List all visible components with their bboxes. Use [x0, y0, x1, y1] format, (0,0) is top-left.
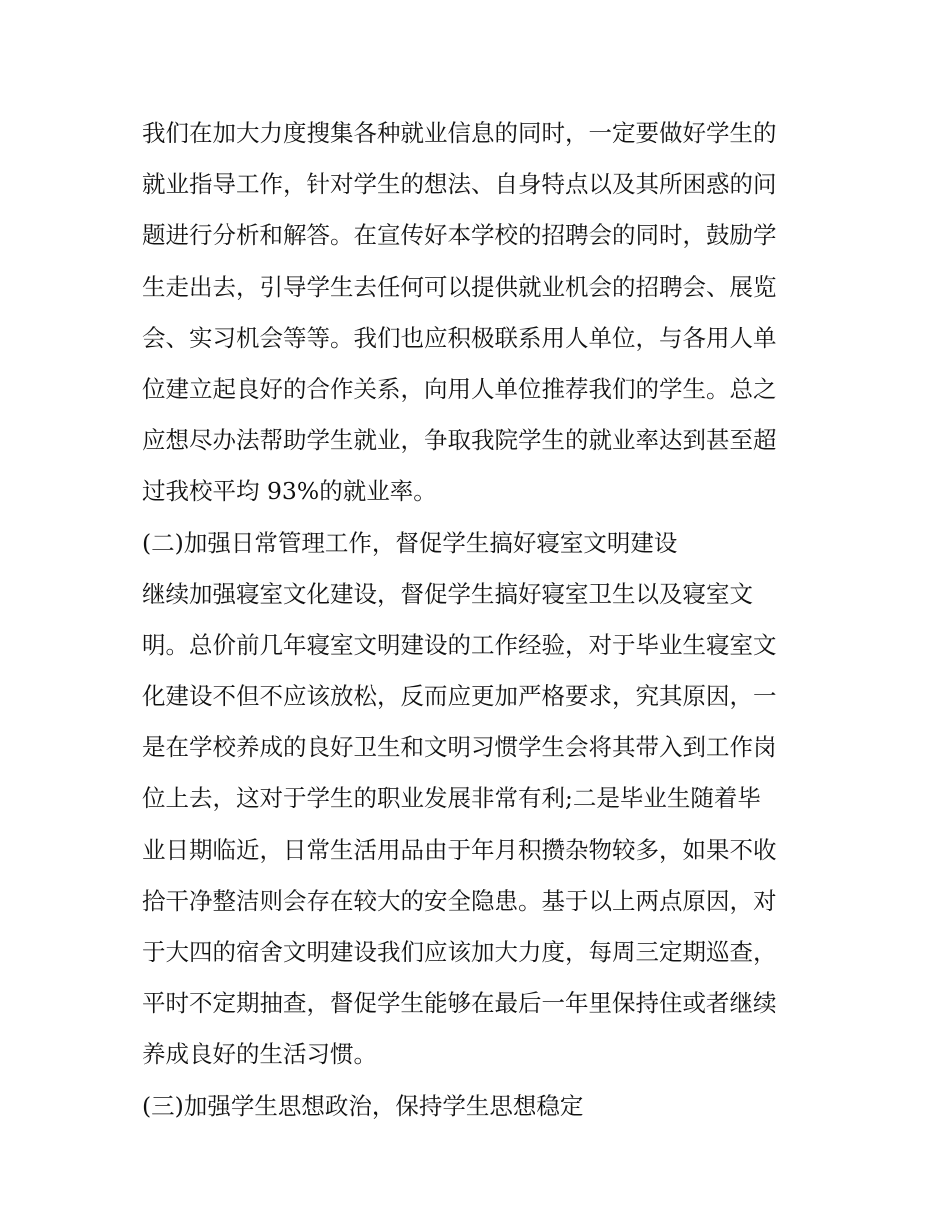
paragraph-line-2: 就业指导工作，针对学生的想法、自身特点以及其所困惑的问	[142, 170, 777, 199]
paragraph-line-9: 继续加强寝室文化建设，督促学生搞好寝室卫生以及寝室文	[142, 579, 753, 608]
paragraph-line-6: 位建立起良好的合作关系，向用人单位推荐我们的学生。总之	[142, 374, 777, 403]
section-heading-3: (三)加强学生思想政治，保持学生思想稳定	[142, 1091, 584, 1120]
paragraph-line-12: 是在学校养成的良好卫生和文明习惯学生会将其带入到工作岗	[142, 733, 777, 762]
paragraph-line-10: 明。总价前几年寝室文明建设的工作经验，对于毕业生寝室文	[142, 630, 777, 659]
paragraph-line-18: 养成良好的生活习惯。	[142, 1040, 377, 1069]
document-body	[142, 108, 822, 1132]
paragraph-line-14: 业日期临近，日常生活用品由于年月积攒杂物较多，如果不收	[142, 835, 777, 864]
paragraph-line-15: 拾干净整洁则会存在较大的安全隐患。基于以上两点原因，对	[142, 886, 777, 915]
paragraph-line-13: 位上去，这对于学生的职业发展非常有利;二是毕业生随着毕	[142, 784, 761, 813]
section-heading-2: (二)加强日常管理工作，督促学生搞好寝室文明建设	[142, 528, 678, 557]
paragraph-line-4: 生走出去，引导学生去任何可以提供就业机会的招聘会、展览	[142, 272, 777, 301]
paragraph-line-8: 过我校平均 93%的就业率。	[142, 477, 437, 506]
paragraph-line-1: 我们在加大力度搜集各种就业信息的同时，一定要做好学生的	[142, 119, 777, 147]
paragraph-line-3: 题进行分析和解答。在宣传好本学校的招聘会的同时，鼓励学	[142, 221, 777, 250]
paragraph-line-16: 于大四的宿舍文明建设我们应该加大力度，每周三定期巡查，	[142, 938, 777, 966]
paragraph-line-11: 化建设不但不应该放松，反而应更加严格要求，究其原因，一	[142, 682, 777, 711]
paragraph-line-17: 平时不定期抽查，督促学生能够在最后一年里保持住或者继续	[142, 989, 777, 1018]
paragraph-line-5: 会、实习机会等等。我们也应积极联系用人单位，与各用人单	[142, 323, 777, 352]
paragraph-line-7: 应想尽办法帮助学生就业，争取我院学生的就业率达到甚至超	[142, 426, 777, 455]
